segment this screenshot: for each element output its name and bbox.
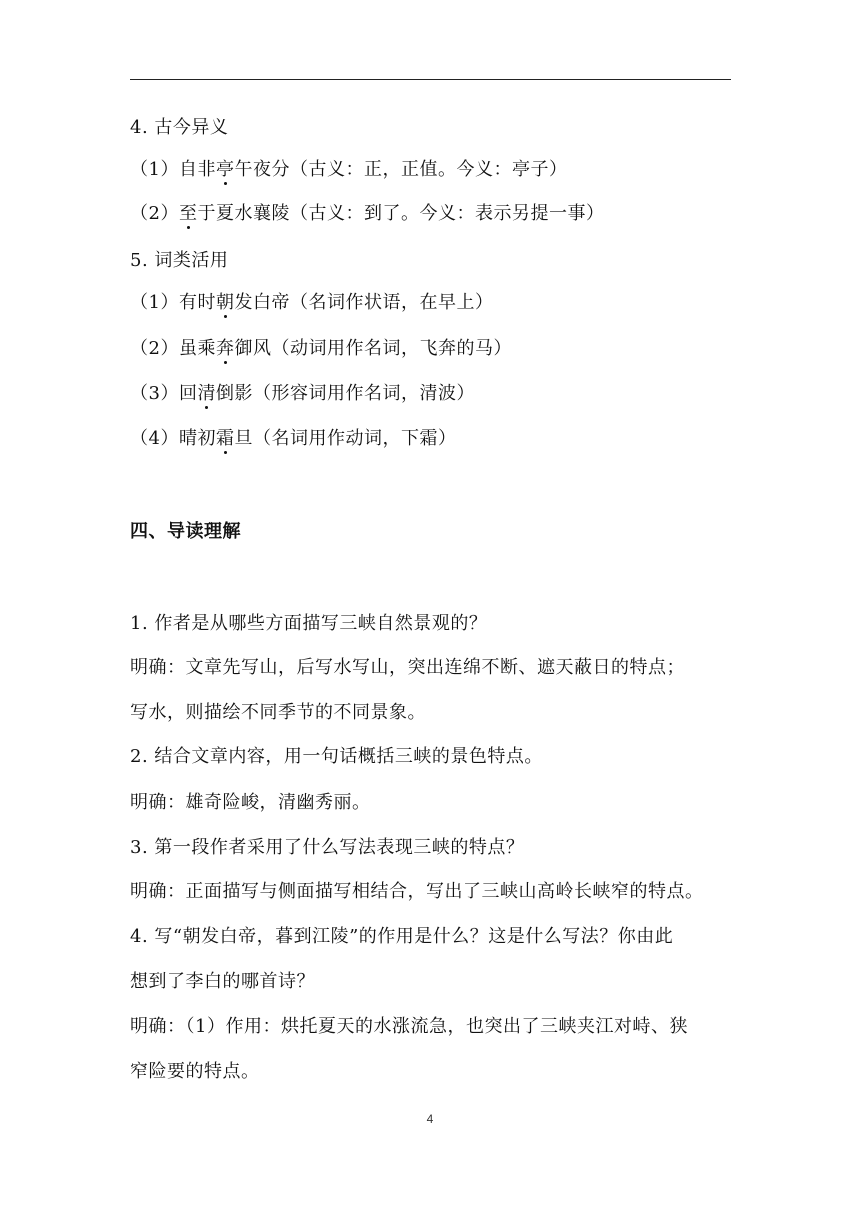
list-item: （2）虽乘奔御风（动词用作名词，飞奔的马）	[130, 338, 512, 359]
list-item: （4）晴初霜旦（名词用作动词，下霜）	[130, 428, 457, 449]
list-item: （1）自非亭午夜分（古义：正，正值。今义：亭子）	[130, 159, 568, 180]
answer-line: 明确：正面描写与侧面描写相结合，写出了三峡山高岭长峡窄的特点。	[130, 881, 704, 902]
part-heading-daodu-lijie: 四、导读理解	[130, 521, 241, 542]
page-number: 4	[426, 1112, 434, 1126]
emphasis-dot-char: 亭	[215, 159, 235, 180]
list-item: （2）至于夏水襄陵（古义：到了。今义：表示另提一事）	[130, 203, 605, 224]
header-rule	[130, 79, 731, 80]
emphasis-dot-char: 奔	[215, 338, 235, 359]
emphasis-dot-char: 清	[197, 383, 216, 404]
emphasis-dot-char: 霜	[215, 428, 235, 449]
list-item: （3）回清倒影（形容词用作名词，清波）	[130, 383, 475, 404]
list-item: （1）有时朝发白帝（名词作状语，在早上）	[130, 292, 494, 313]
question-line: 3. 第一段作者采用了什么写法表现三峡的特点？	[130, 837, 525, 858]
answer-line: 明确：文章先写山，后写水写山，突出连绵不断、遮天蔽日的特点；	[130, 657, 685, 678]
question-line: 4. 写“朝发白帝，暮到江陵”的作用是什么？这是什么写法？你由此	[130, 926, 674, 947]
section-title-gujin-yiyi: 4. 古今异义	[130, 117, 229, 138]
section-title-cilei-huoyong: 5. 词类活用	[130, 250, 229, 271]
answer-line: 明确：雄奇险峻，清幽秀丽。	[130, 792, 371, 813]
question-line: 2. 结合文章内容，用一句话概括三峡的景色特点。	[130, 746, 543, 767]
answer-line: 窄险要的特点。	[130, 1061, 260, 1082]
emphasis-dot-char: 至	[178, 203, 198, 224]
answer-line: 明确：（1）作用：烘托夏天的水涨流急，也突出了三峡夹江对峙、狭	[130, 1016, 688, 1037]
emphasis-dot-char: 朝	[215, 292, 235, 313]
question-line: 1. 作者是从哪些方面描写三峡自然景观的？	[130, 613, 488, 634]
question-line: 想到了李白的哪首诗？	[130, 971, 315, 992]
answer-line: 写水，则描绘不同季节的不同景象。	[130, 702, 426, 723]
